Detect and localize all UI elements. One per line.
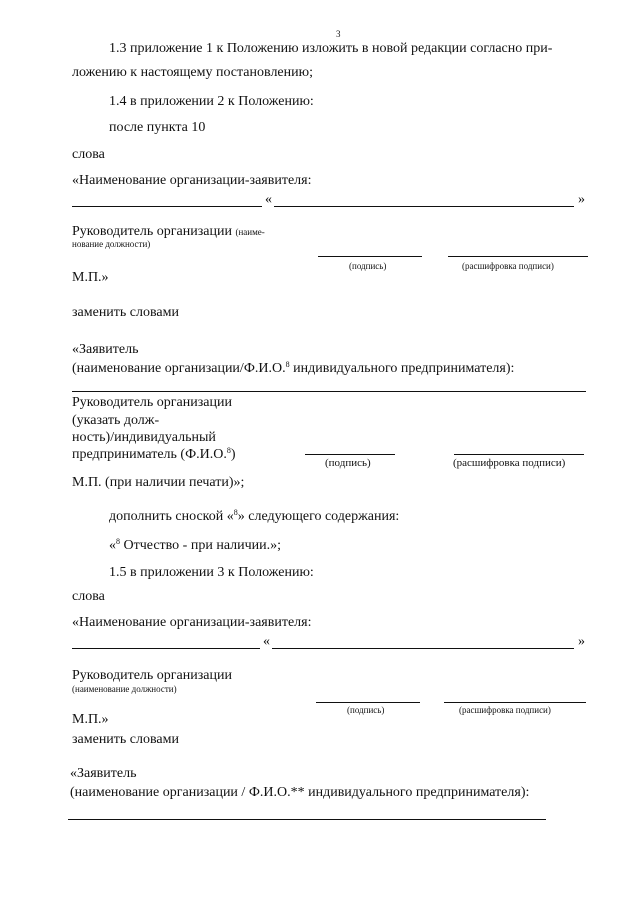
after-point-10: после пункта 10 — [109, 120, 206, 135]
block3-decode-line — [444, 702, 586, 703]
block1-decode-line — [448, 256, 588, 257]
block2-head-1: Руководитель организации — [72, 395, 232, 410]
page-number: 3 — [336, 29, 341, 39]
block2-long-line — [72, 391, 586, 392]
block4-name-line: (наименование организации / Ф.И.О.** индивидуального предпринимателя): — [70, 785, 530, 800]
words-label-2: слова — [72, 589, 105, 604]
footnote-text: «$^8$ Отчество - при наличии.»; — [109, 537, 282, 553]
block3-open-quote: « — [263, 634, 270, 649]
block3-sign-line — [316, 702, 420, 703]
block3-mp: М.П.» — [72, 712, 109, 727]
block2-head-4: предприниматель (Ф.И.О.$^8$) — [72, 446, 236, 462]
block2-decode-label: (расшифровка подписи) — [453, 457, 566, 469]
item-1-3-line2: ложению к настоящему постановлению; — [72, 65, 313, 80]
block2-sign-line — [305, 454, 395, 455]
block1-close-quote: » — [578, 192, 585, 207]
block3-sign-label: (подпись) — [347, 705, 385, 715]
block2-mp: М.П. (при наличии печати)»; — [72, 475, 245, 490]
block3-title: «Наименование организации-заявителя: — [72, 615, 312, 630]
block1-decode-label: (расшифровка подписи) — [462, 261, 554, 271]
block2-applicant: «Заявитель — [72, 342, 139, 357]
words-label-1: слова — [72, 147, 105, 162]
block1-open-quote: « — [265, 192, 272, 207]
block2-name-line: (наименование организации/Ф.И.О.$^8$ индивидуального предпринимателя): — [72, 360, 515, 376]
block3-head: Руководитель организации — [72, 668, 232, 683]
block1-head-small: нование должности) — [72, 239, 151, 249]
block1-head: Руководитель организации (наиме- — [72, 224, 265, 239]
block2-sign-label: (подпись) — [325, 457, 371, 469]
block4-applicant: «Заявитель — [70, 766, 137, 781]
block1-mp: М.П.» — [72, 270, 109, 285]
block2-decode-line — [454, 454, 584, 455]
block3-close-quote: » — [578, 634, 585, 649]
replace-label-1: заменить словами — [72, 305, 179, 320]
block1-line-left — [72, 206, 262, 207]
block1-line-right — [274, 206, 574, 207]
block1-sign-label: (подпись) — [349, 261, 387, 271]
block4-long-line — [68, 819, 546, 820]
block2-head-3: ность)/индивидуальный — [72, 430, 216, 445]
item-1-4: 1.4 в приложении 2 к Положению: — [109, 94, 314, 109]
item-1-5: 1.5 в приложении 3 к Положению: — [109, 565, 314, 580]
item-1-3-line1: 1.3 приложение 1 к Положению изложить в новой редакции согласно при- — [109, 41, 553, 56]
footnote-instruction: дополнить сноской «$^8$» следующего содержания: — [109, 508, 400, 524]
replace-label-2: заменить словами — [72, 732, 179, 747]
block3-decode-label: (расшифровка подписи) — [459, 705, 551, 715]
block2-head-2: (указать долж- — [72, 413, 160, 428]
block3-head-small: (наименование должности) — [72, 684, 177, 694]
block3-line-left — [72, 648, 260, 649]
block1-title: «Наименование организации-заявителя: — [72, 173, 312, 188]
block1-sign-line — [318, 256, 422, 257]
block3-line-right — [272, 648, 574, 649]
